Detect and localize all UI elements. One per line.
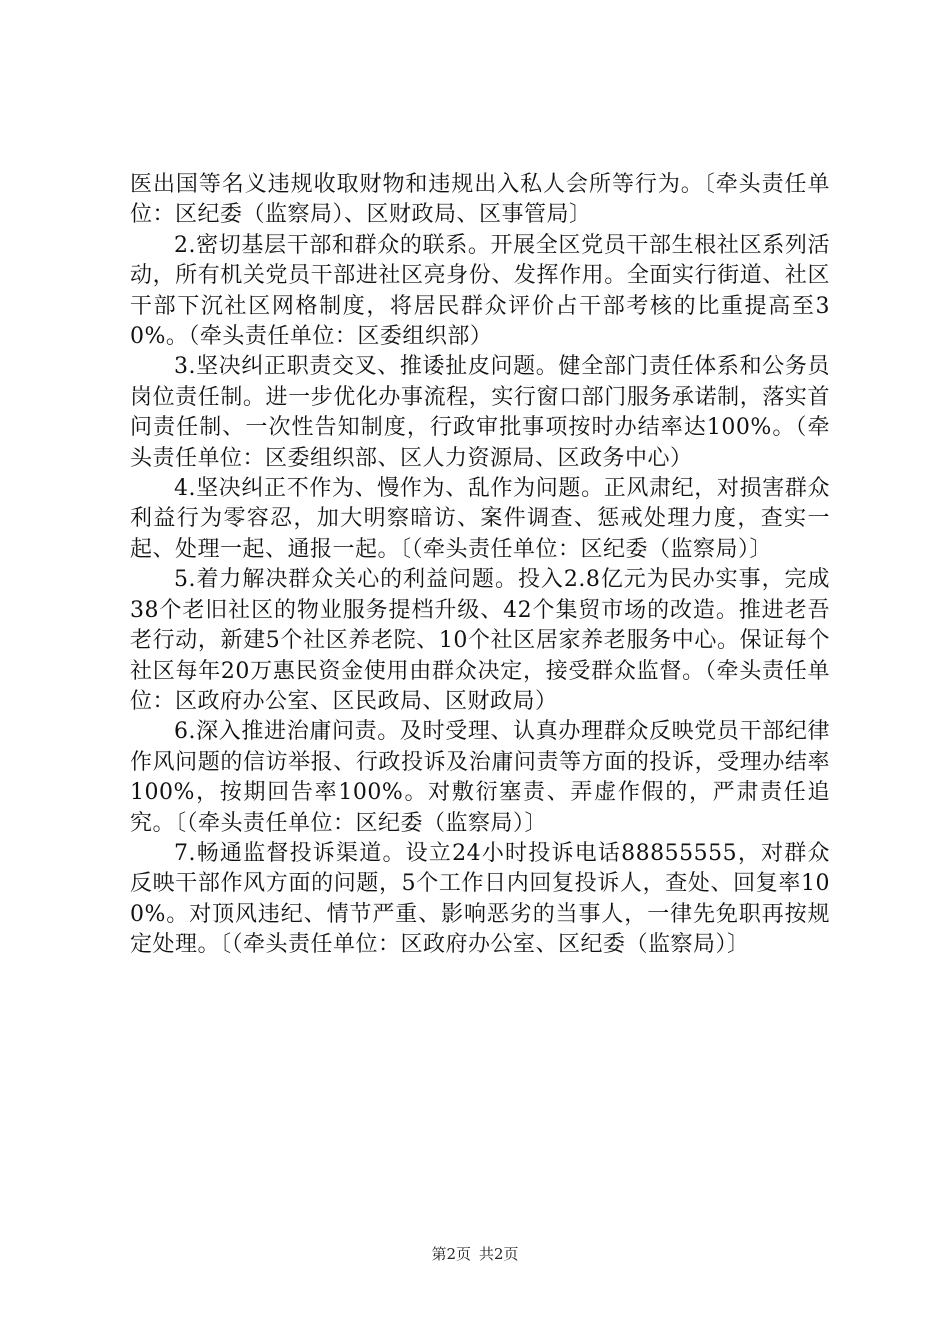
paragraph-item-3: 3.坚决纠正职责交叉、推诿扯皮问题。健全部门责任体系和公务员岗位责任制。进一步优化办事流程，实行窗口部门服务承诺制，落实首问责任制、一次性告知制度，行政审批事项按时办结率达100%。（牵头责任单位：区委组织部、区人力资源局、区政务中心）	[130, 354, 830, 471]
page-number-current: 第2页	[431, 1245, 471, 1263]
paragraph-continuation: 医出国等名义违规收取财物和违规出入私人会所等行为。〔牵头责任单位：区纪委（监察局）、区财政局、区事管局〕	[130, 172, 830, 228]
document-body	[130, 170, 830, 961]
paragraph-item-7: 7.畅通监督投诉渠道。设立24小时投诉电话88855555，对群众反映干部作风方面的问题，5个工作日内回复投诉人，查处、回复率100%。对顶风违纪、情节严重、影响恶劣的当事人，一律先免职再按规定处理。〔（牵头责任单位：区政府办公室、区纪委（监察局）〕	[130, 840, 830, 958]
paragraph-item-5: 5.着力解决群众关心的利益问题。投入2.8亿元为民办实事，完成38个老旧社区的物业服务提档升级、42个集贸市场的改造。推进老吾老行动，新建5个社区养老院、10个社区居家养老服务中心。保证每个社区每年20万惠民资金使用由群众决定，接受群众监督。（牵头责任单位：区政府办公室、区民政局、区财政局）	[130, 567, 830, 714]
page-footer	[0, 1244, 950, 1264]
paragraph-item-4: 4.坚决纠正不作为、慢作为、乱作为问题。正风肃纪，对损害群众利益行为零容忍，加大明察暗访、案件调查、惩戒处理力度，查实一起、处理一起、通报一起。〔（牵头责任单位：区纪委（监察局）〕	[130, 476, 830, 562]
paragraph-item-6: 6.深入推进治庸问责。及时受理、认真办理群众反映党员干部纪律作风问题的信访举报、行政投诉及治庸问责等方面的投诉，受理办结率100%，按期回告率100%。对敷衍塞责、弄虚作假的，严肃责任追究。〔（牵头责任单位：区纪委（监察局）〕	[130, 719, 830, 836]
page-number-total: 共2页	[479, 1245, 519, 1263]
paragraph-item-2: 2.密切基层干部和群众的联系。开展全区党员干部生根社区系列活动，所有机关党员干部进社区亮身份、发挥作用。全面实行街道、社区干部下沉社区网格制度，将居民群众评价占干部考核的比重提高至30%。（牵头责任单位：区委组织部）	[130, 232, 830, 350]
